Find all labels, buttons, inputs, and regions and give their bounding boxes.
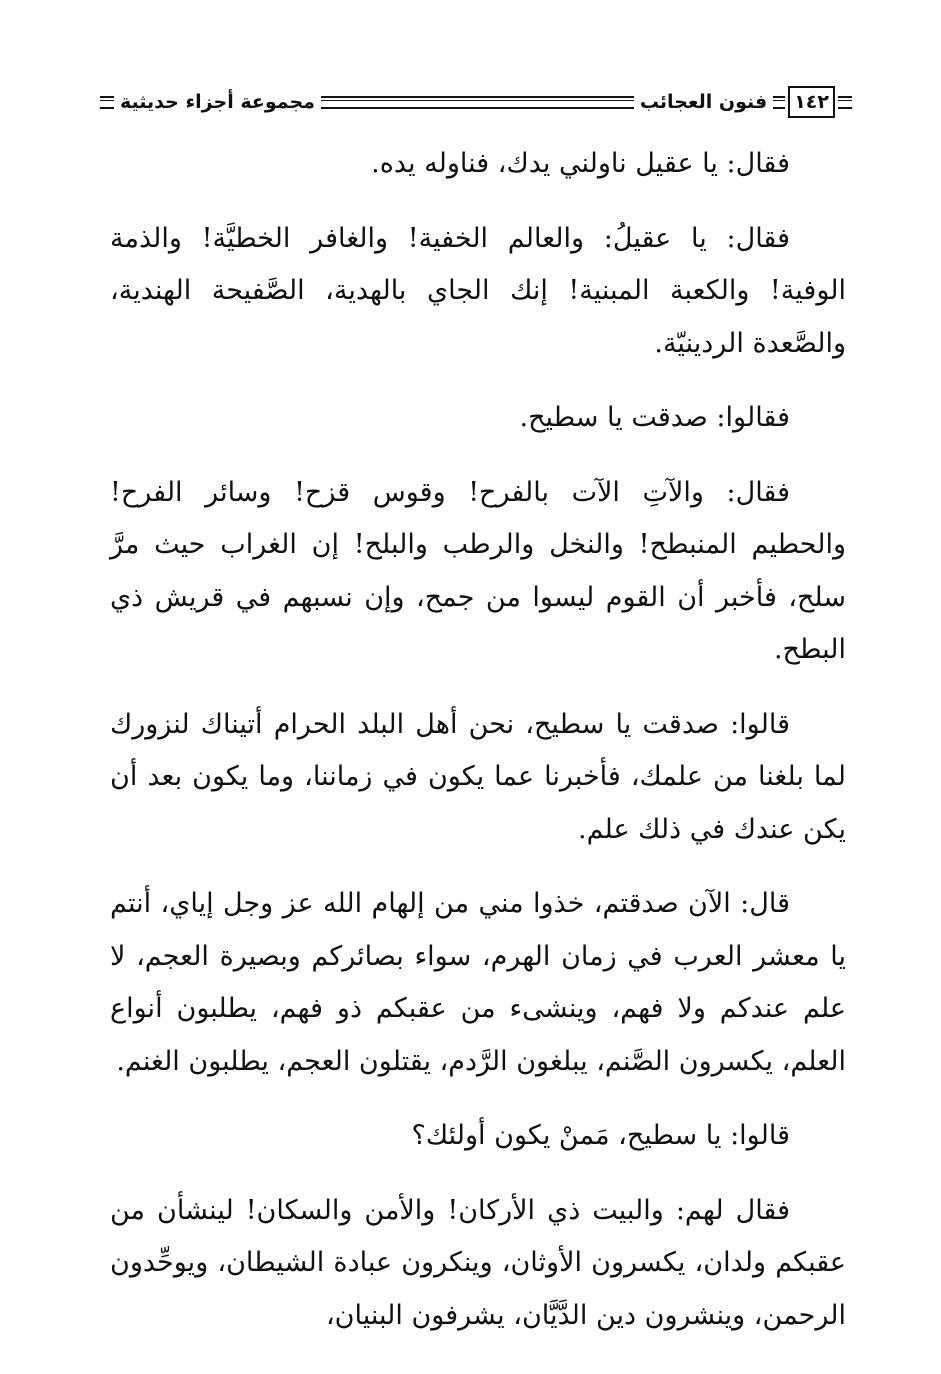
header-rule-after-number — [773, 96, 785, 109]
book-title: فنون العجائب — [639, 91, 768, 113]
paragraph: فقال لهم: والبيت ذي الأركان! والأمن والسكان! لينشأن من عقبكم ولدان، يكسرون الأوثان، وينكرون عبادة الشيطان، ويوحِّدون الرحمن، وينشرون دين الدَّيَّان، يشرفون البنيان، — [110, 1194, 846, 1331]
running-header — [100, 84, 852, 120]
page-body — [110, 138, 846, 1364]
paragraph: فقالوا: صدقت يا سطيح. — [519, 402, 790, 433]
page-number: ١٤٢ — [788, 86, 835, 118]
header-rule-right — [838, 96, 852, 109]
paragraph: قال: الآن صدقتم، خذوا مني من إلهام الله عز وجل إياي، أنتم يا معشر العرب في زمان الهرم، سواء بصائركم وبصيرة العجم، لا علم عندكم ولا فهم، وينشىء من عقبكم ذو فهم، يطلبون أنواع العلم، يكسرون الصَّنم، يبلغون الرَّدم، يقتلون العجم، يطلبون الغنم. — [110, 888, 846, 1077]
paragraph: فقال: والآتِ الآت بالفرح! وقوس قزح! وسائر الفرح! والحطيم المنبطح! والنخل والرطب والبلح! إن الغراب حيث مرَّ سلح، فأخبر أن القوم ليسوا من جمح، وإن نسبهم في قريش ذي البطح. — [110, 476, 846, 665]
paragraph: فقال: يا عقيلُ: والعالم الخفية! والغافر الخطيَّة! والذمة الوفية! والكعبة المبنية! إنك الجاي بالهدية، الصَّفيحة الهندية، والصَّعدة الردينيّة. — [110, 222, 846, 359]
paragraph: قالوا: يا سطيح، مَمنْ يكون أولئك؟ — [411, 1120, 790, 1151]
paragraph: فقال: يا عقيل ناولني يدك، فناوله يده. — [371, 148, 790, 179]
header-rule-middle — [321, 96, 634, 109]
paragraph: قالوا: صدقت يا سطيح، نحن أهل البلد الحرام أتيناك لنزورك لما بلغنا من علمك، فأخبرنا عما يكون في زماننا، وما يكون بعد أن يكن عندك في ذلك علم. — [110, 708, 846, 845]
collection-title: مجموعة أجزاء حديثية — [120, 91, 315, 113]
header-rule-left — [100, 96, 114, 109]
